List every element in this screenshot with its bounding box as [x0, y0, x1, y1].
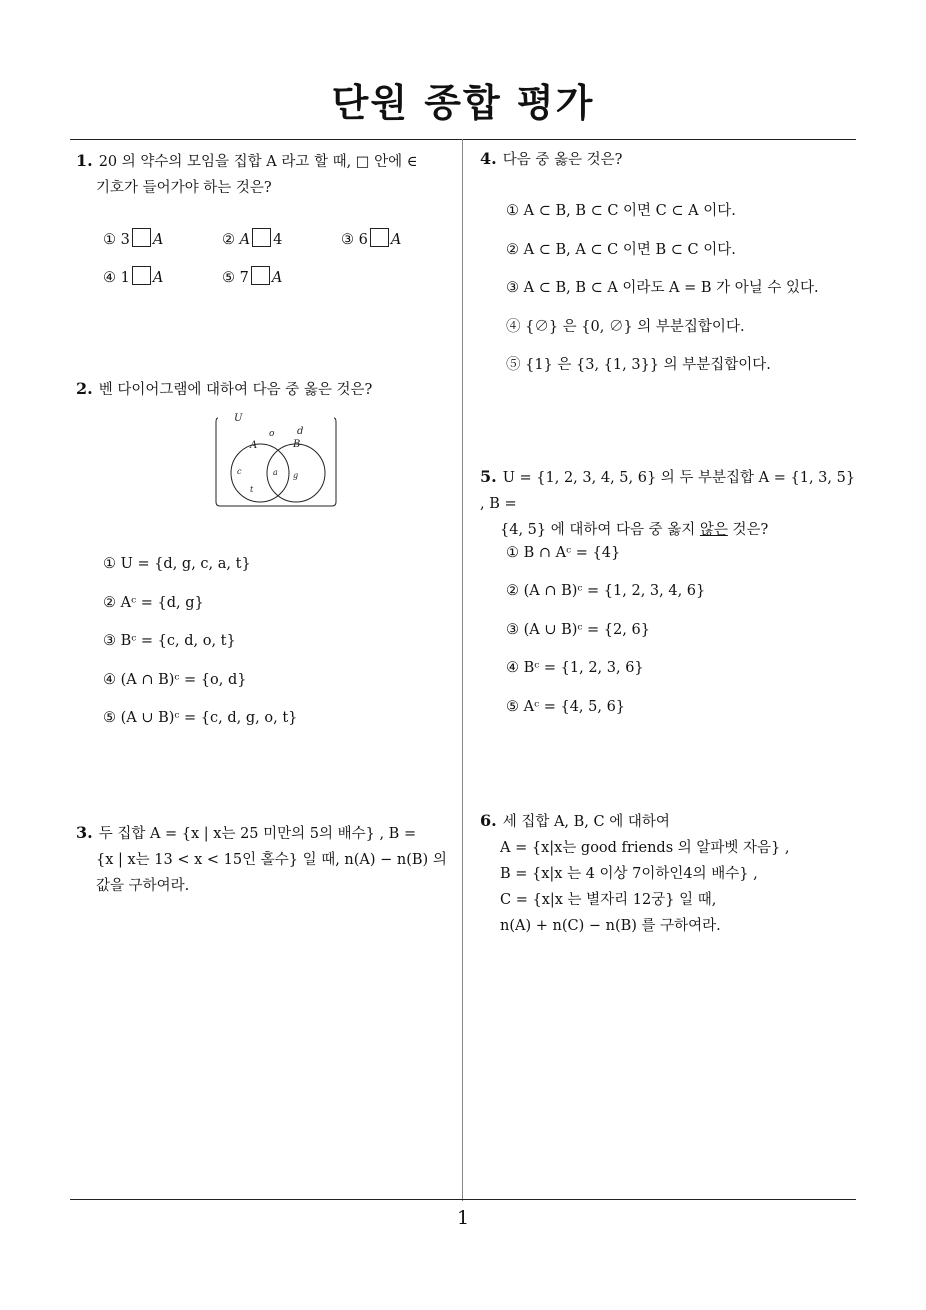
- problem-stem-line: {x | x는 13 < x < 15인 홀수} 일 때, n(A) − n(B) 의: [96, 852, 447, 868]
- option-left-term: A: [239, 232, 251, 248]
- problem-stem-line: 세 집합 A, B, C 에 대하여: [502, 814, 670, 830]
- option-1[interactable]: ① A ⊂ B, B ⊂ C 이면 C ⊂ A 이다.: [506, 203, 736, 219]
- problem-number: 3.: [76, 823, 93, 842]
- option-right-term: A: [390, 232, 402, 248]
- option-right-term: A: [152, 232, 164, 248]
- problem-number: 6.: [480, 811, 497, 830]
- venn-element-o: o: [269, 429, 275, 439]
- blank-box: [251, 266, 270, 285]
- blank-box: [370, 228, 389, 247]
- option-2[interactable]: ② Aᶜ = {d, g}: [103, 595, 204, 611]
- problem-stem-line: C = {x|x 는 별자리 12궁} 일 때,: [500, 892, 717, 908]
- option-marker: ②: [222, 232, 235, 248]
- option-left-term: 3: [120, 232, 130, 248]
- venn-diagram: [213, 410, 339, 512]
- header-rule: [70, 139, 856, 140]
- problem-stem-line: U = {1, 2, 3, 4, 5, 6} 의 두 부분집합 A = {1, 3, 5} , B =: [480, 470, 856, 512]
- column-divider: [462, 139, 463, 1201]
- problem-stem-line: 20 의 약수의 모임을 집합 A 라고 할 때, □ 안에 ∈: [98, 154, 418, 170]
- problem-1: [76, 148, 456, 201]
- option-3[interactable]: ③ A ⊂ B, B ⊂ A 이라도 A = B 가 아닐 수 있다.: [506, 280, 819, 296]
- problem-stem-line: B = {x|x 는 4 이상 7이하인4의 배수} ,: [500, 866, 758, 882]
- option-left-term: 1: [120, 270, 130, 286]
- problem-3: [76, 820, 456, 899]
- blank-box: [252, 228, 271, 247]
- footer-rule: [70, 1199, 856, 1200]
- option-4[interactable]: ④ (A ∩ B)ᶜ = {o, d}: [103, 672, 247, 688]
- problem-stem: 벤 다이어그램에 대하여 다음 중 옳은 것은?: [98, 382, 373, 398]
- problem-stem-line: 기호가 들어가야 하는 것은?: [96, 180, 272, 196]
- problem-stem-line: 값을 구하여라.: [96, 878, 190, 894]
- option-marker: ⑤: [222, 270, 235, 286]
- problem-stem-line: n(A) + n(C) − n(B) 를 구하여라.: [500, 918, 721, 934]
- option-right-term: A: [152, 270, 164, 286]
- page-title: 단원 종합 평가: [331, 81, 595, 125]
- option-marker: ①: [103, 232, 116, 248]
- problem-number: 2.: [76, 379, 93, 398]
- option-1[interactable]: ① U = {d, g, c, a, t}: [103, 556, 251, 572]
- option-4[interactable]: ④ Bᶜ = {1, 2, 3, 6}: [506, 660, 644, 676]
- option-3[interactable]: [341, 228, 401, 248]
- problem-6: [480, 808, 860, 939]
- universal-set-frame: [216, 418, 336, 506]
- option-right-term: 4: [273, 232, 283, 248]
- option-left-term: 6: [358, 232, 368, 248]
- option-5[interactable]: ⑤ {1} 은 {3, {1, 3}} 의 부분집합이다.: [506, 357, 771, 373]
- venn-label-b: B: [293, 439, 301, 450]
- problem-stem-line: 두 집합 A = {x | x는 25 미만의 5의 배수} , B =: [98, 826, 417, 842]
- problem-2: [76, 376, 456, 403]
- option-marker: ③: [341, 232, 354, 248]
- venn-element-t: t: [250, 485, 254, 494]
- option-4[interactable]: [103, 266, 163, 286]
- option-2[interactable]: [222, 228, 282, 248]
- venn-element-g: g: [293, 471, 299, 480]
- problem-stem: 다음 중 옳은 것은?: [502, 152, 623, 168]
- emphasis-not: 않은: [699, 522, 728, 538]
- venn-label-a: A: [250, 440, 258, 451]
- problem-number: 5.: [480, 467, 497, 486]
- option-right-term: A: [271, 270, 283, 286]
- problem-5: [480, 464, 860, 543]
- option-5[interactable]: [222, 266, 282, 286]
- venn-element-a: a: [273, 468, 278, 477]
- venn-element-c: c: [237, 467, 242, 476]
- venn-label-u: U: [234, 413, 243, 424]
- blank-box: [132, 266, 151, 285]
- problem-number: 1.: [76, 151, 93, 170]
- problem-stem-line: {4, 5} 에 대하여 다음 중 옳지: [500, 522, 700, 538]
- blank-box: [132, 228, 151, 247]
- option-4[interactable]: ④ {∅} 은 {0, ∅} 의 부분집합이다.: [506, 319, 745, 335]
- option-3[interactable]: ③ (A ∪ B)ᶜ = {2, 6}: [506, 622, 650, 638]
- option-1[interactable]: [103, 228, 163, 248]
- option-3[interactable]: ③ Bᶜ = {c, d, o, t}: [103, 633, 236, 649]
- option-1[interactable]: ① B ∩ Aᶜ = {4}: [506, 545, 621, 561]
- problem-stem-line: 것은?: [727, 522, 769, 538]
- problem-4: [480, 146, 860, 173]
- option-marker: ④: [103, 270, 116, 286]
- venn-element-d: d: [297, 426, 304, 437]
- option-2[interactable]: ② A ⊂ B, A ⊂ C 이면 B ⊂ C 이다.: [506, 242, 736, 258]
- option-5[interactable]: ⑤ (A ∪ B)ᶜ = {c, d, g, o, t}: [103, 710, 298, 726]
- page-number: 1: [456, 1207, 470, 1229]
- problem-stem-line: A = {x|x는 good friends 의 알파벳 자음} ,: [500, 840, 790, 856]
- problem-number: 4.: [480, 149, 497, 168]
- option-left-term: 7: [239, 270, 249, 286]
- option-5[interactable]: ⑤ Aᶜ = {4, 5, 6}: [506, 699, 626, 715]
- option-2[interactable]: ② (A ∩ B)ᶜ = {1, 2, 3, 4, 6}: [506, 583, 706, 599]
